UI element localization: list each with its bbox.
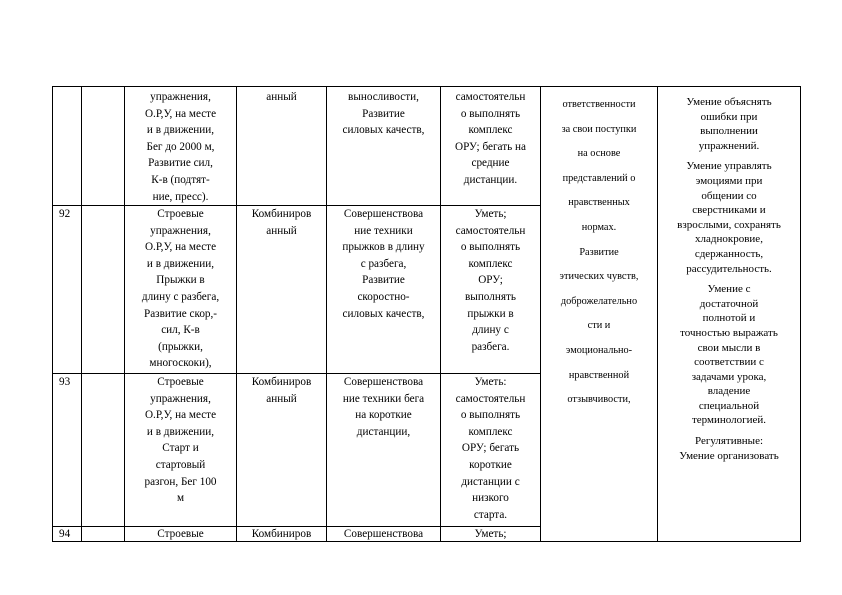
row-1-goal: выносливости, Развитие силовых качеств, xyxy=(342,91,425,137)
table-border-right xyxy=(800,86,801,542)
row-92-number: 92 xyxy=(59,208,71,220)
row-1-activity: упражнения, О.Р,У, на месте и в движении, Бег до 2000 м, Развитие сил, К-в (подтят- ние, пресс). xyxy=(144,91,217,203)
row-94-lesson-type: Комбиниров xyxy=(251,528,312,540)
paragraph-manage-emotions: Умение управлять эмоциями при общении со сверстниками и взрослыми, сохранять хладнокровие, сдержанность, рассудительность. xyxy=(677,160,781,275)
column-divider xyxy=(236,86,237,542)
row-93-number: 93 xyxy=(59,376,71,388)
row-1-lesson-type: анный xyxy=(266,91,297,103)
paragraph-explain-errors: Умение объяснять ошибки при выполнении упражнений. xyxy=(686,96,772,152)
row-94-activity: Строевые xyxy=(157,528,204,540)
row-94-outcome: Уметь; xyxy=(474,528,507,540)
table-border-top xyxy=(52,86,801,87)
row-92-activity: Строевые упражнения, О.Р,У, на месте и в движении, Прыжки в длину с разбега, Развитие скор,- сил, К-в (прыжки, многоскоки), xyxy=(141,208,220,370)
table-border-left xyxy=(52,86,53,542)
paragraph-regulative: Регулятивные: Умение организовать xyxy=(679,435,779,462)
row-93-lesson-type: Комбиниров анный xyxy=(251,376,312,405)
row-92-goal: Совершенствова ние техники прыжков в длину с разбега, Развитие скоростно- силовых качеств, xyxy=(342,208,425,320)
row-93-activity: Строевые упражнения, О.Р,У, на месте и в движении, Старт и стартовый разгон, Бег 100 м xyxy=(144,376,217,505)
row-94-number: 94 xyxy=(59,528,71,540)
row-92-lesson-type: Комбиниров анный xyxy=(251,208,312,237)
row-93-outcome: Уметь: самостоятельн о выполнять комплекс ОРУ; бегать короткие дистанции с низкого старта. xyxy=(455,376,526,521)
column-divider xyxy=(81,86,82,542)
row-92-outcome: Уметь; самостоятельн о выполнять комплекс ОРУ; выполнять прыжки в длину с разбега. xyxy=(455,208,526,353)
personal-results-column: ответственности за свои поступки на основе представлений о нравственных нормах. Развитие этических чувств, доброжелательно сти и эмоционально- нравственной отзывчивости, xyxy=(559,99,639,406)
row-1-outcome: самостоятельн о выполнять комплекс ОРУ; бегать на средние дистанции. xyxy=(455,91,526,186)
row-93-goal: Совершенствова ние техники бега на короткие дистанции, xyxy=(342,376,425,438)
paragraph-express-thoughts: Умение с достаточной полнотой и точностью выражать свои мысли в соответствии с задачами урока, владение специальной терминологией. xyxy=(680,283,778,427)
metasubject-results-column xyxy=(658,95,800,469)
row-94-goal: Совершенствова xyxy=(343,528,424,540)
